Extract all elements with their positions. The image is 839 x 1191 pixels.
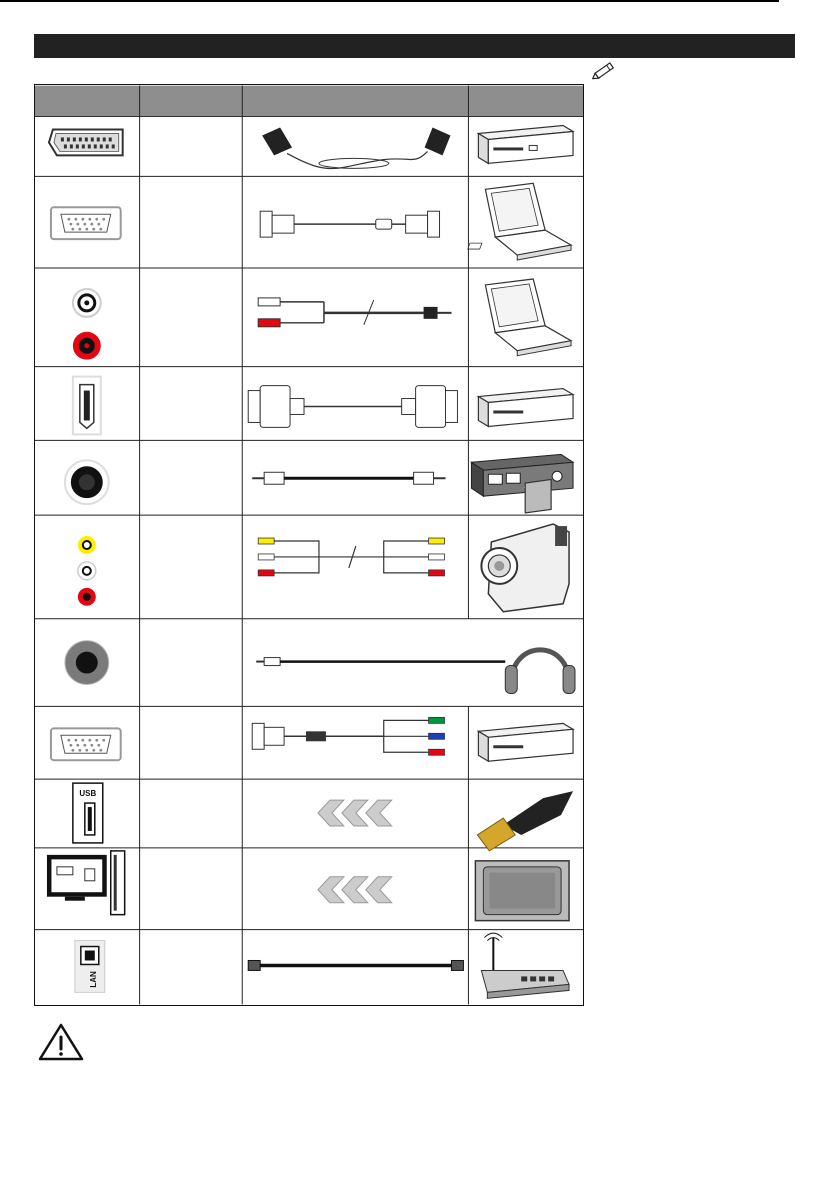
rca-to-jack-cable-icon — [258, 298, 451, 327]
laptop-icon — [485, 279, 571, 356]
coaxial-cable-icon — [252, 472, 445, 484]
router-icon — [481, 933, 569, 998]
lan-socket-icon — [75, 941, 105, 993]
pencil-note-icon — [592, 60, 618, 80]
scart-cable-icon — [262, 128, 450, 169]
ypbpr-vga-socket-icon — [51, 728, 121, 760]
spdif-socket-icon — [65, 460, 109, 504]
lan-label: LAN — [88, 971, 98, 988]
headphone-jack-icon — [65, 641, 109, 685]
connections-grid — [35, 85, 583, 1005]
insert-arrows-icon — [318, 800, 392, 826]
vga-cable-icon — [260, 211, 439, 237]
ci-slot-icon — [47, 851, 125, 915]
camcorder-icon — [481, 479, 569, 611]
headphones-icon — [505, 650, 575, 694]
usb-socket-icon — [73, 783, 103, 843]
usb-label: USB — [79, 789, 97, 799]
amplifier-icon — [471, 454, 573, 496]
vga-socket-icon — [51, 207, 121, 239]
dvd-player-icon — [478, 389, 573, 427]
top-rule — [0, 0, 779, 2]
av-rca-sockets-icon — [78, 536, 96, 606]
laptop-icon — [468, 183, 571, 260]
ethernet-cable-icon — [248, 960, 463, 970]
insert-arrows-icon — [318, 877, 392, 903]
connections-table — [34, 84, 584, 1006]
hdmi-socket-icon — [73, 377, 101, 435]
warning-triangle-icon — [38, 1022, 84, 1062]
hdmi-cable-icon — [248, 386, 457, 428]
av-rca-cable-icon — [258, 538, 444, 576]
dvd-player-icon — [478, 723, 573, 761]
section-header-bar — [34, 34, 795, 58]
vga-to-component-cable-icon — [252, 717, 444, 755]
dvd-player-icon — [478, 126, 573, 164]
audio-rca-sockets-icon — [73, 289, 101, 360]
usb-stick-icon — [477, 791, 573, 851]
table-header-row — [35, 86, 583, 117]
headphone-cable-icon — [256, 658, 505, 666]
scart-socket-icon — [49, 130, 123, 156]
cam-module-icon — [475, 861, 569, 921]
